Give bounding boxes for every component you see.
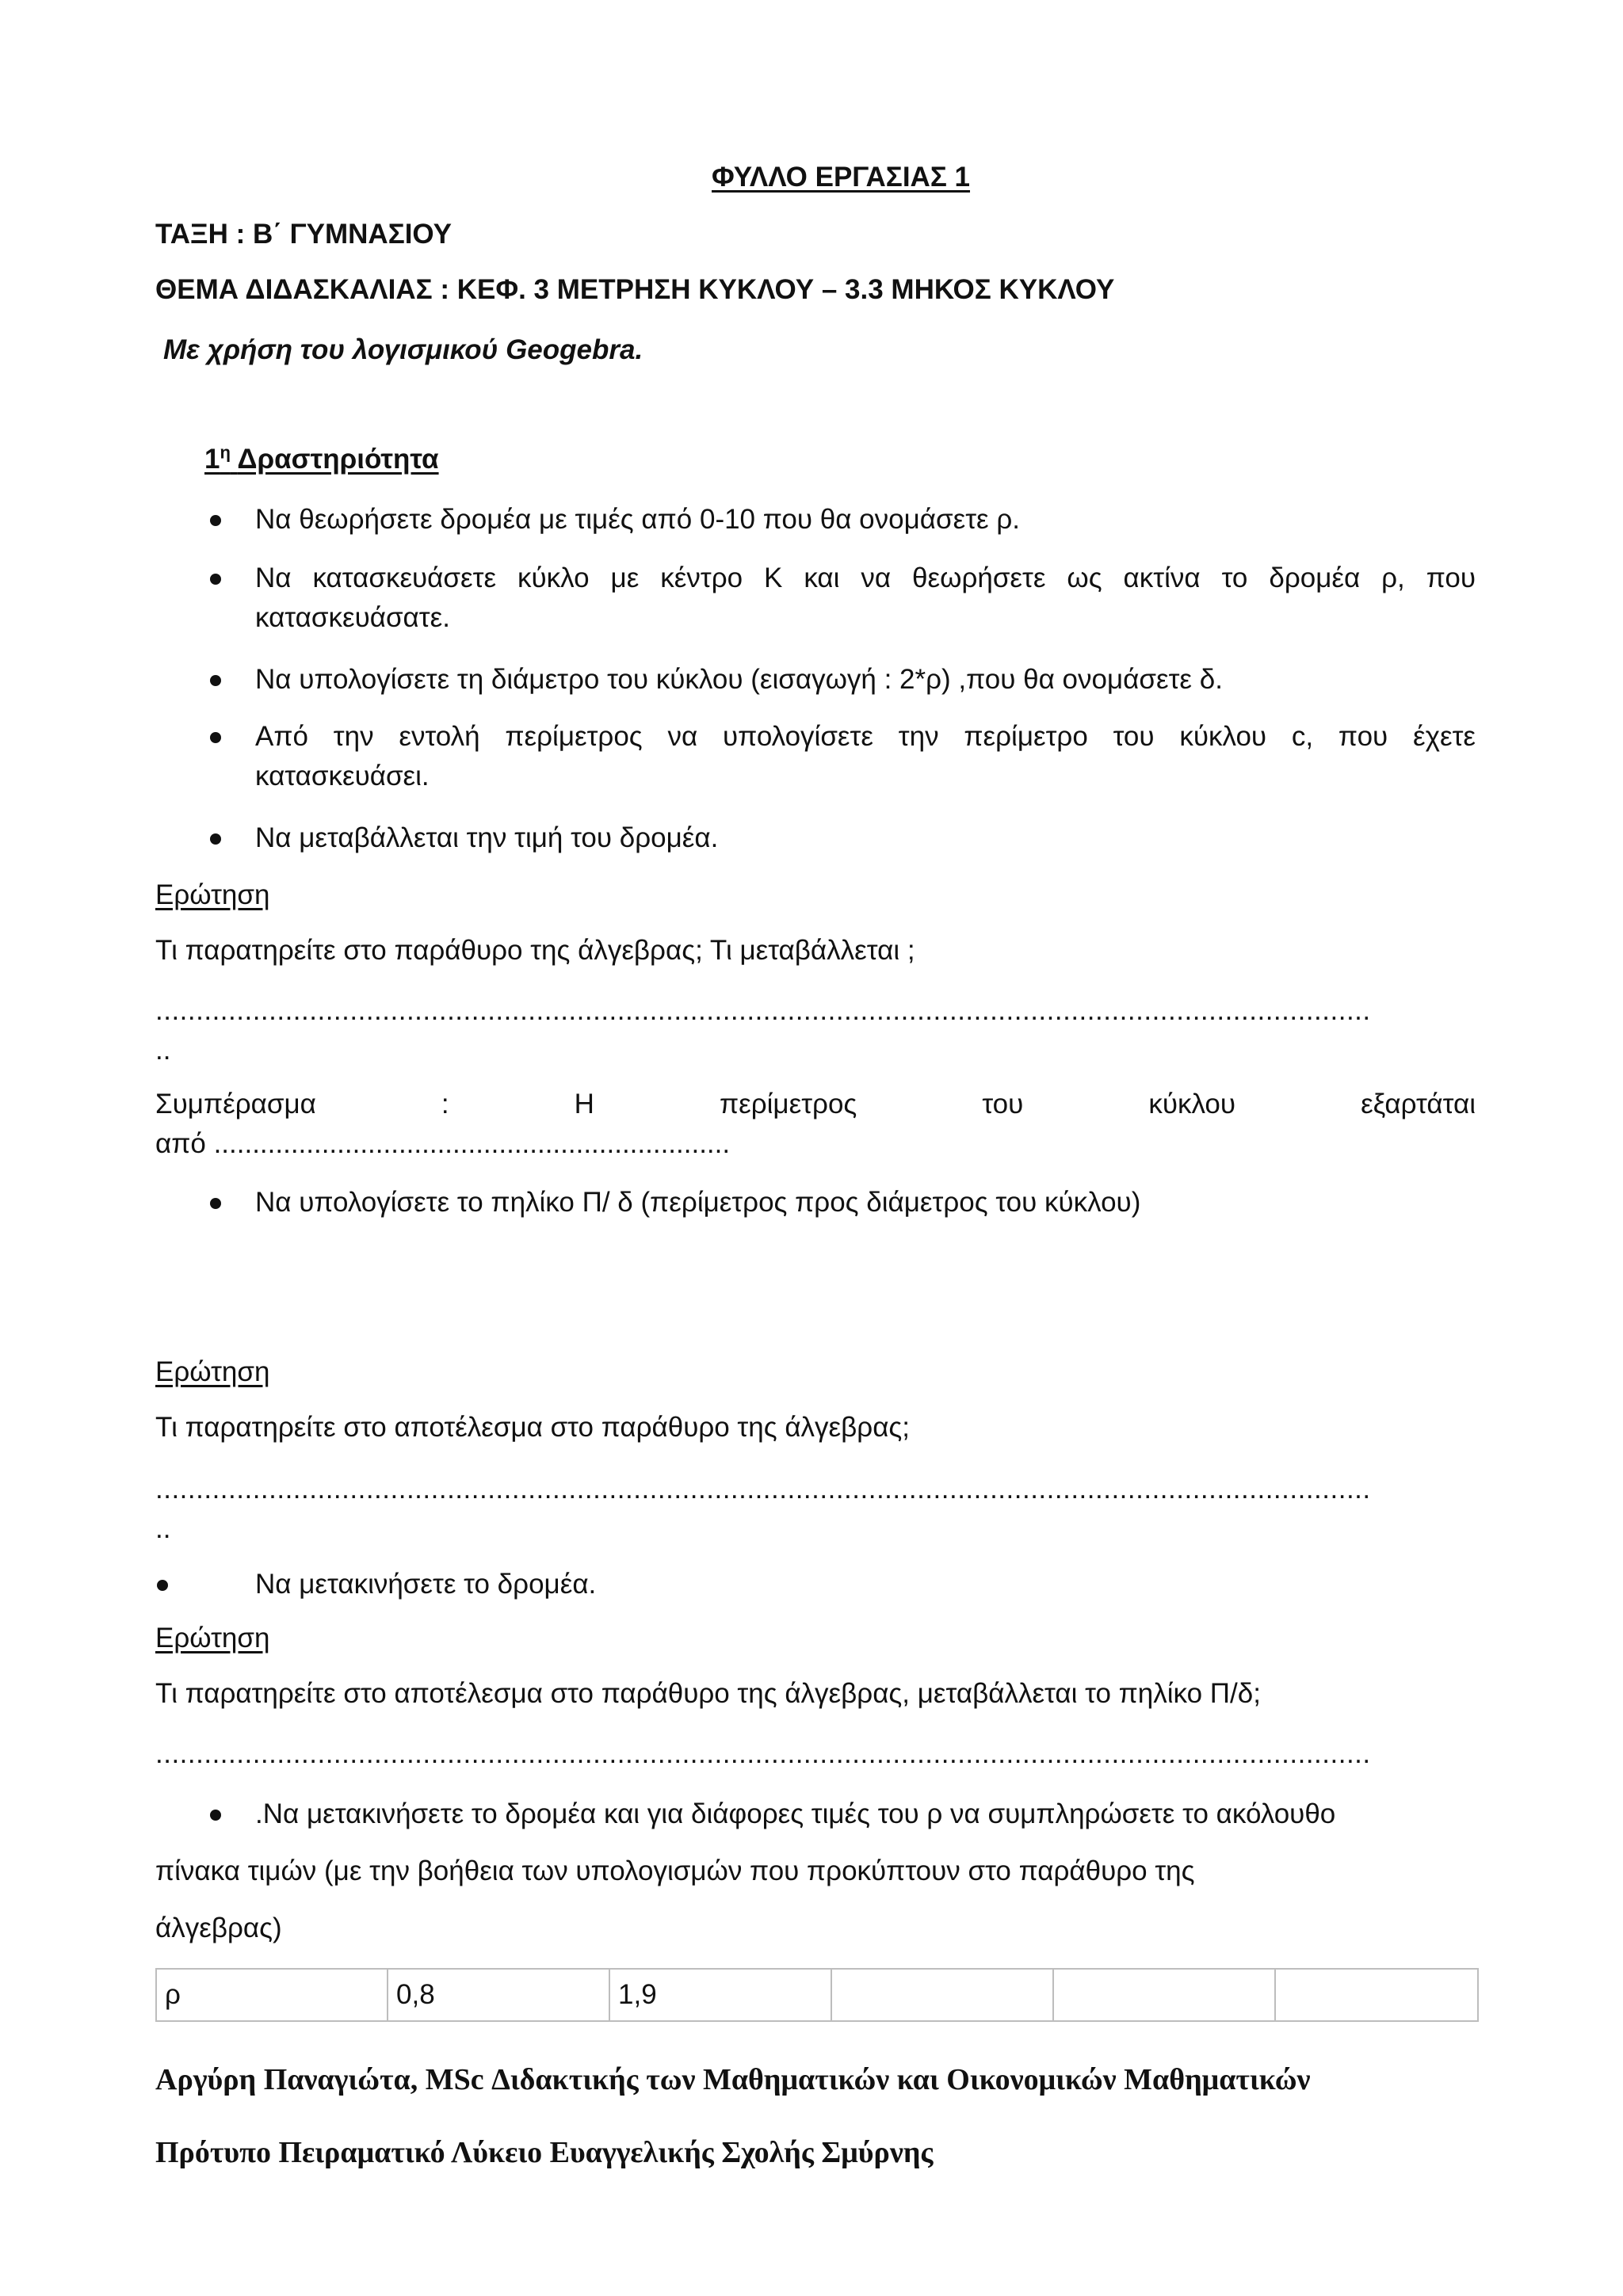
conclusion-word: : (441, 1089, 449, 1119)
class-line: ΤΑΞΗ : Β΄ ΓΥΜΝΑΣΙΟΥ (155, 219, 453, 250)
table-cell[interactable]: ρ (156, 1969, 388, 2021)
software-line: Με χρήση του λογισμικού Geogebra. (163, 334, 643, 365)
conclusion-continuation: από ................................................................... (155, 1128, 731, 1159)
values-table (155, 1968, 1479, 2022)
bullet-icon (210, 1810, 221, 1821)
answer-dots: ...................................................................................................................................................... (155, 1474, 1371, 1505)
table-cell[interactable]: 1,9 (609, 1969, 831, 2021)
answer-dots-tail: .. (155, 1513, 171, 1544)
bullet-icon (210, 1198, 221, 1209)
question-label: Ερώτηση (155, 1356, 270, 1387)
answer-dots: ...................................................................................................................................................... (155, 995, 1371, 1026)
step-item-continuation: κατασκευάσατε. (255, 602, 450, 633)
worksheet-title: ΦΥΛΛΟ ΕΡΓΑΣΙΑΣ 1 (712, 162, 971, 193)
activity-heading (204, 441, 439, 479)
step-item: Να υπολογίσετε το πηλίκο Π/ δ (περίμετρος προς διάμετρος του κύκλου) (255, 1187, 1141, 1218)
bullet-icon (157, 1580, 168, 1591)
bullet-icon (210, 732, 221, 743)
step-item: Να υπολογίσετε τη διάμετρο του κύκλου (εισαγωγή : 2*ρ) ,που θα ονομάσετε δ. (255, 664, 1223, 695)
activity-number: 1 (204, 444, 220, 475)
bullet-icon (210, 515, 221, 526)
question-label: Ερώτηση (155, 879, 270, 910)
question-text: Τι παρατηρείτε στο αποτέλεσμα στο παράθυρο της άλγεβρας, μεταβάλλεται το πηλίκο Π/δ; (155, 1678, 1261, 1709)
conclusion-word: κύκλου (1148, 1089, 1236, 1119)
step-item: Να θεωρήσετε δρομέα με τιμές από 0-10 που θα ονομάσετε ρ. (255, 504, 1020, 535)
table-cell[interactable] (1053, 1969, 1275, 2021)
question-text: Τι παρατηρείτε στο παράθυρο της άλγεβρας; Τι μεταβάλλεται ; (155, 935, 915, 966)
table-instruction-line: πίνακα τιμών (με την βοήθεια των υπολογισμών που προκύπτουν στο παράθυρο της (155, 1855, 1195, 1886)
step-item: Να κατασκευάσετε κύκλο με κέντρο Κ και να θεωρήσετε ως ακτίνα το δρομέα ρ, που (255, 563, 1476, 593)
bullet-icon (210, 675, 221, 686)
conclusion-word: Συμπέρασμα (155, 1089, 316, 1119)
bullet-icon (210, 574, 221, 585)
conclusion-word: περίμετρος (720, 1089, 857, 1119)
table-cell[interactable]: 0,8 (388, 1969, 609, 2021)
step-item-continuation: κατασκευάσει. (255, 761, 430, 791)
activity-title: Δραστηριότητα (237, 444, 439, 475)
step-item: Να μεταβάλλεται την τιμή του δρομέα. (255, 822, 719, 853)
topic-line: ΘΕΜΑ ΔΙΔΑΣΚΑΛΙΑΣ : ΚΕΦ. 3 ΜΕΤΡΗΣΗ ΚΥΚΛΟΥ – 3.3 ΜΗΚΟΣ ΚΥΚΛΟΥ (155, 274, 1115, 305)
table-instruction-line: .Να μετακινήσετε το δρομέα και για διάφορες τιμές του ρ να συμπληρώσετε το ακόλουθο (255, 1798, 1336, 1829)
question-text: Τι παρατηρείτε στο αποτέλεσμα στο παράθυρο της άλγεβρας; (155, 1412, 911, 1443)
answer-dots-tail: .. (155, 1035, 171, 1066)
answer-dots: ...................................................................................................................................................... (155, 1738, 1371, 1769)
table-row (156, 1969, 1478, 2021)
table-cell[interactable] (831, 1969, 1053, 2021)
conclusion-word: του (982, 1089, 1024, 1119)
bullet-icon (210, 833, 221, 845)
conclusion-line (155, 1085, 1476, 1123)
step-item: Να μετακινήσετε το δρομέα. (255, 1569, 597, 1600)
table-cell[interactable] (1275, 1969, 1478, 2021)
author-line: Αργύρη Παναγιώτα, MSc Διδακτικής των Μαθηματικών και Οικονομικών Μαθηματικών (155, 2063, 1311, 2096)
activity-superscript: η (220, 442, 231, 463)
conclusion-word: εξαρτάται (1361, 1089, 1476, 1119)
conclusion-word: Η (574, 1089, 594, 1119)
question-label: Ερώτηση (155, 1623, 270, 1653)
school-line: Πρότυπο Πειραματικό Λύκειο Ευαγγελικής Σχολής Σμύρνης (155, 2136, 934, 2169)
table-instruction-line: άλγεβρας) (155, 1913, 282, 1943)
step-item: Από την εντολή περίμετρος να υπολογίσετε την περίμετρο του κύκλου c, που έχετε (255, 721, 1476, 752)
